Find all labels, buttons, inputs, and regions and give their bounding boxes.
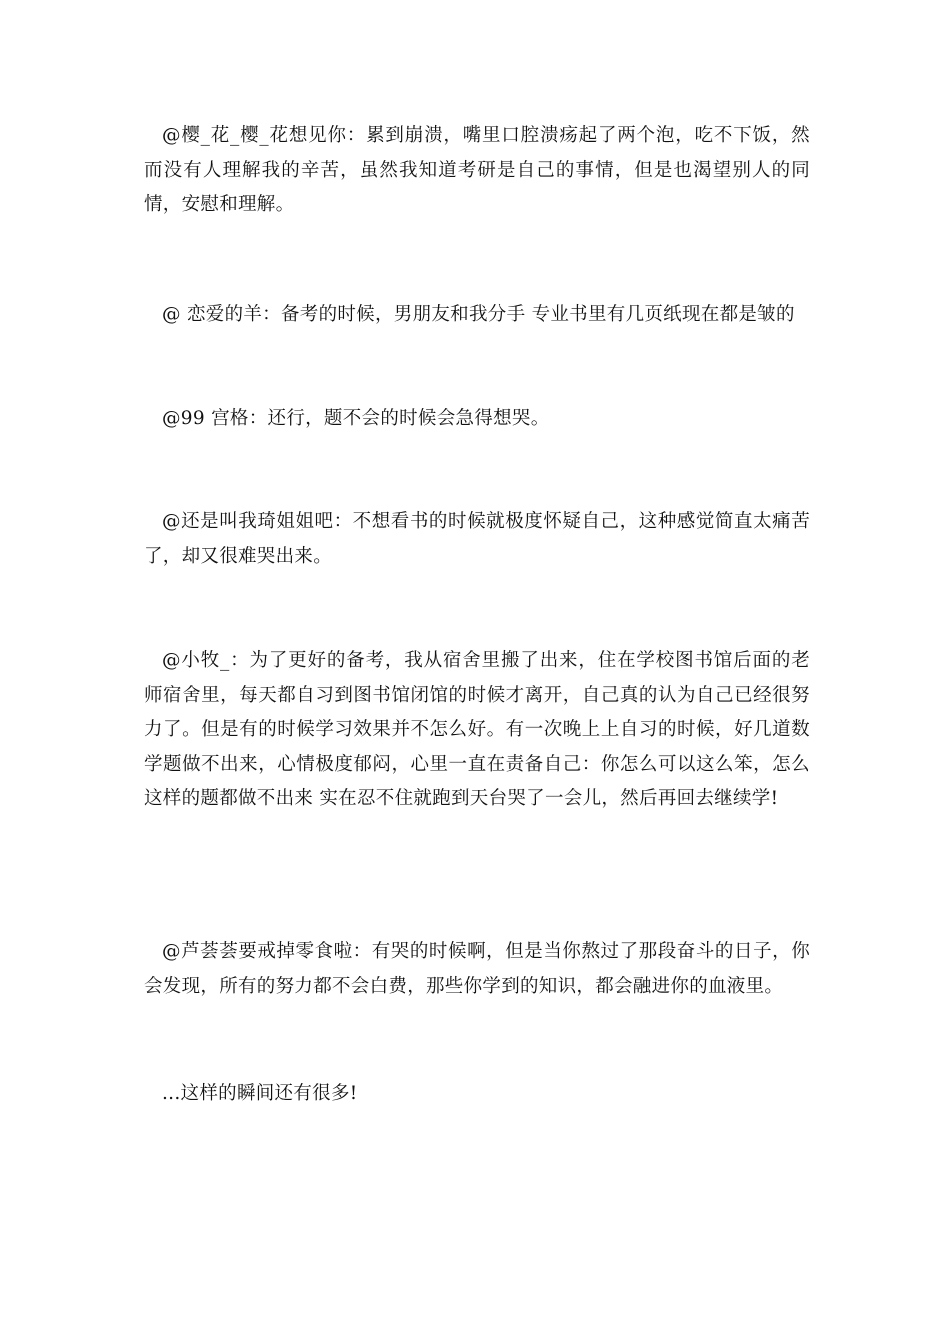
paragraph-lian-ai-de-yang: @ 恋爱的羊：备考的时候，男朋友和我分手 专业书里有几页纸现在都是皱的 bbox=[162, 304, 795, 325]
paragraph-ying-hua: @樱_花_樱_花想见你：累到崩溃，嘴里口腔溃疡起了两个泡，吃不下饭，然而没有人理解我的辛苦，虽然我知道考研是自己的事情，但是也渴望别人的同情，安慰和理解。 bbox=[144, 125, 810, 215]
paragraph-luhui: @芦荟荟要戒掉零食啦：有哭的时候啊，但是当你熬过了那段奋斗的日子，你会发现，所有的努力都不会白费，那些你学到的知识，都会融进你的血液里。 bbox=[144, 941, 810, 997]
paragraph-99-gongge: @99 宫格：还行，题不会的时候会急得想哭。 bbox=[162, 408, 550, 429]
paragraph-closing: ...这样的瞬间还有很多! bbox=[162, 1083, 358, 1104]
paragraph-xiao-mu: @小牧_：为了更好的备考，我从宿舍里搬了出来，住在学校图书馆后面的老师宿舍里，每天都自习到图书馆闭馆的时候才离开，自己真的认为自己已经很努力了。但是有的时候学习效果并不怎么好。有一次晚上上自习的时候，好几道数学题做不出来，心情极度郁闷，心里一直在责备自己：你怎么可以这么笨，怎么这样的题都做不出来 实在忍不住就跑到天台哭了一会儿，然后再回去继续学! bbox=[144, 650, 810, 809]
paragraph-qi-jiejie: @还是叫我琦姐姐吧：不想看书的时候就极度怀疑自己，这种感觉简直太痛苦了，却又很难哭出来。 bbox=[144, 511, 810, 567]
